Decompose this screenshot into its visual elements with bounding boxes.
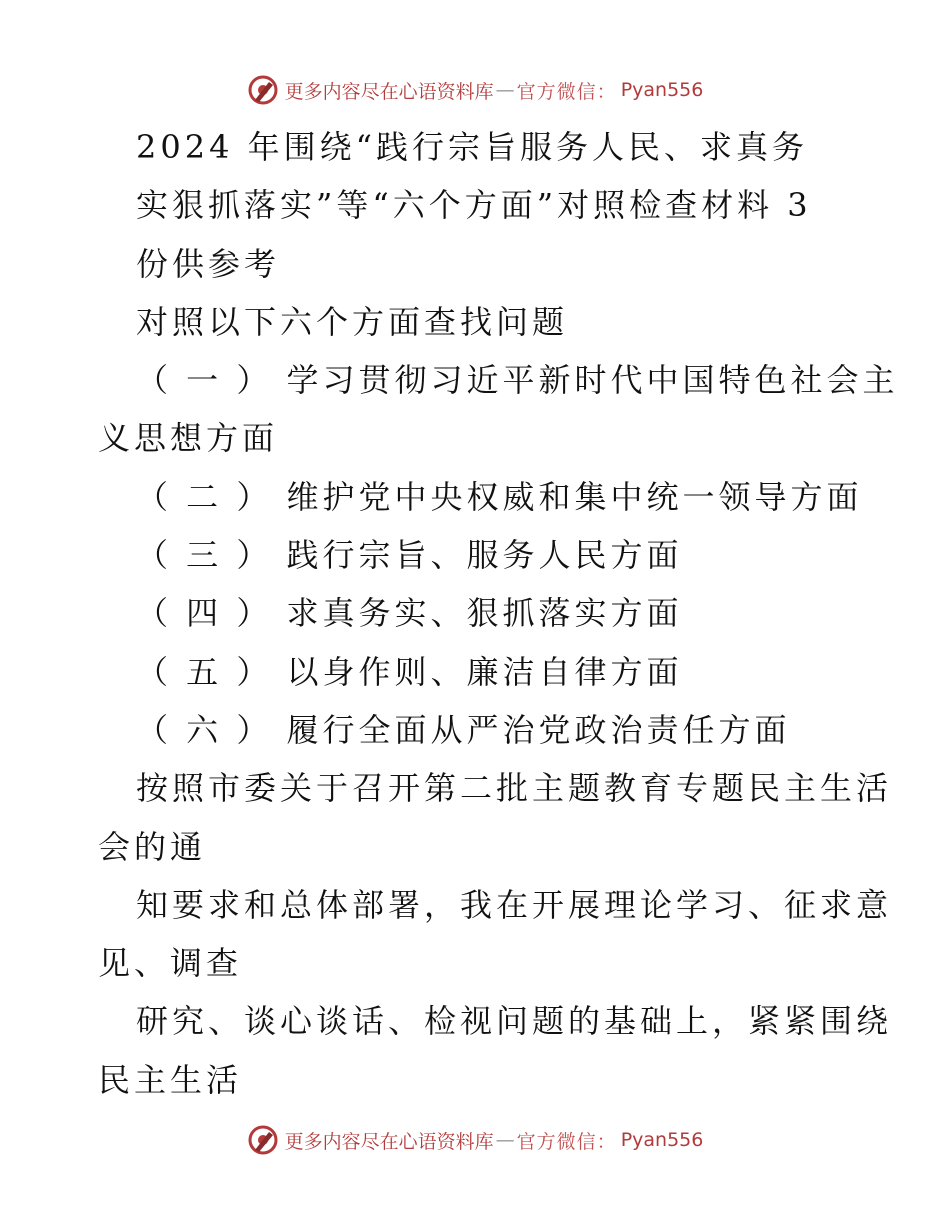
list-item: （ 四 ） 求真务实、狠抓落实方面 <box>136 594 683 633</box>
document-title-line: 2024 年围绕“践行宗旨服务人民、求真务 <box>136 128 808 166</box>
document-title-line: 实狠抓落实”等“六个方面”对照检查材料 3 <box>136 186 812 225</box>
paragraph-line: 民主生活 <box>98 1060 243 1099</box>
paragraph-line: 按照市委关于召开第二批主题教育专题民主生活 <box>136 769 893 808</box>
list-item: （ 三 ） 践行宗旨、服务人民方面 <box>136 536 683 575</box>
banner-text: 更多内容尽在心语资料库 <box>284 1130 494 1153</box>
banner-text: 更多内容尽在心语资料库 <box>284 80 494 103</box>
list-item: （ 一 ） 学习贯彻习近平新时代中国特色社会主 <box>136 361 899 400</box>
paragraph-line: 研究、谈心谈话、检视问题的基础上，紧紧围绕 <box>136 1002 893 1041</box>
list-item: （ 六 ） 履行全面从严治党政治责任方面 <box>136 710 791 749</box>
paragraph-line: 见、调查 <box>98 944 243 983</box>
banner-wechat-id: Pyan556 <box>620 79 704 101</box>
paragraph-line: 会的通 <box>98 827 207 866</box>
list-item-continuation: 义思想方面 <box>98 419 279 458</box>
banner-wechat-id: Pyan556 <box>620 1129 704 1151</box>
banner-wechat-label: 官方微信： <box>516 80 617 103</box>
document-body <box>98 118 899 1109</box>
list-item: （ 五 ） 以身作则、廉洁自律方面 <box>136 652 683 691</box>
banner-separator: — <box>495 79 515 101</box>
banner-wechat-label: 官方微信： <box>516 1130 617 1153</box>
list-item: （ 二 ） 维护党中央权威和集中统一领导方面 <box>136 477 863 516</box>
header-banner <box>0 70 950 110</box>
banner-separator: — <box>495 1129 515 1151</box>
footer-banner <box>0 1120 950 1160</box>
paragraph-line: 知要求和总体部署，我在开展理论学习、征求意 <box>136 885 893 924</box>
pen-logo-icon <box>247 1124 279 1156</box>
intro-line: 对照以下六个方面查找问题 <box>136 302 569 341</box>
document-title-line: 份供参考 <box>136 244 281 283</box>
pen-logo-icon <box>247 74 279 106</box>
